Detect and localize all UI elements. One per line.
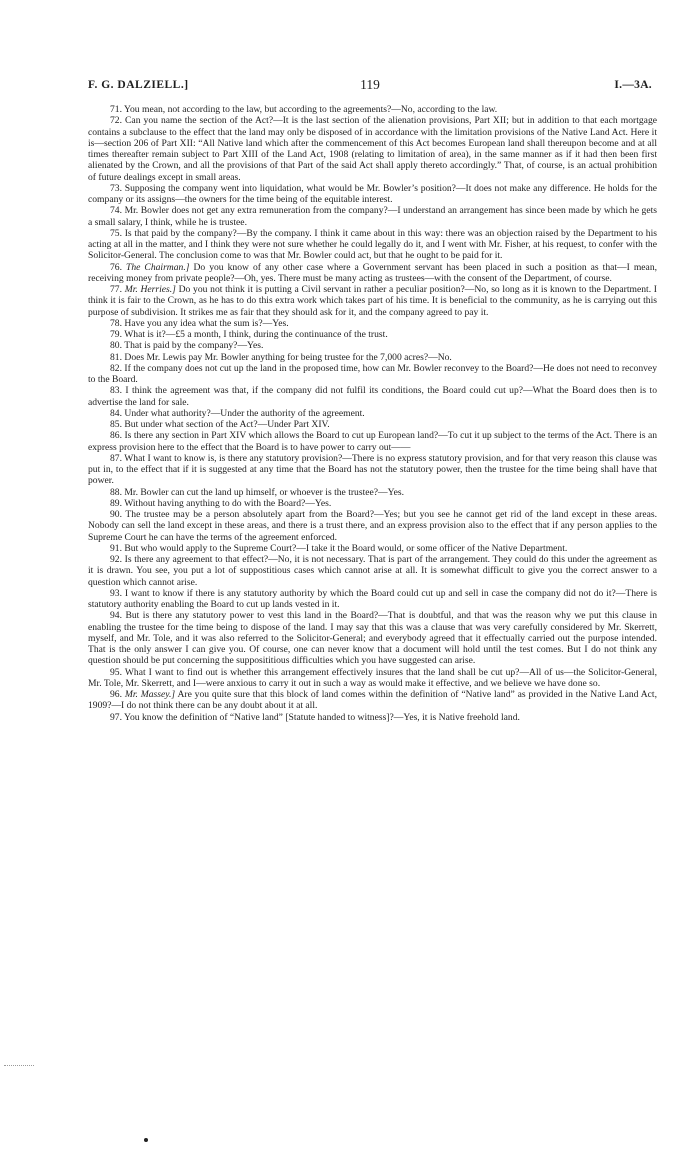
paragraph: 97. You know the definition of “Native land” [Statute handed to witness]?—Yes, it is Native freehold land. xyxy=(110,711,520,723)
ink-dot xyxy=(144,1138,148,1142)
paragraph: 95. What I want to find out is whether this arrangement effectively insures that the land shall be cut up?—All of us—the Solicitor-General, Mr. Tole, Mr. Skerrett, and I—were anxious to carry it out in such a way as would make it effective, and we believe we have done so. xyxy=(88,666,657,689)
paragraph: 96. Mr. Massey.] Are you quite sure that this block of land comes within the definition of “Native land” as provided in the Native Land Act, 1909?—I do not think there can be any doubt about it at all. xyxy=(88,689,657,712)
paper-reference: I.—3A. xyxy=(614,79,652,91)
paragraph: 91. But who would apply to the Supreme Court?—I take it the Board would, or some officer of the Native Department. xyxy=(110,542,568,554)
paragraph: 87. What I want to know is, is there any statutory provision?—There is no express statutory provision, and for that very reason this clause was put in, to the effect that if it is suggested at any time that the Board has not the statutory power, then the trustee for the time being shall have that power. xyxy=(88,452,657,487)
paragraph: 78. Have you any idea what the sum is?—Yes. xyxy=(110,317,289,329)
speaker-name: Mr. Herries.] xyxy=(124,284,176,295)
speaker-name: Mr. Massey.] xyxy=(124,689,176,700)
paragraph: 77. Mr. Herries.] Do you not think it is putting a Civil servant in rather a peculiar position?—No, so long as it is known to the Department. I think it is fair to the Crown, as he has to do this extra work which takes part of his time. It is beneficial to the community, as he is carrying out this purpose of subdivision. It strikes me as fair that they should ask for it, and the company agreed to pay it. xyxy=(88,284,658,318)
paragraph: 88. Mr. Bowler can cut the land up himself, or whoever is the trustee?—Yes. xyxy=(110,486,404,498)
body-text xyxy=(88,104,657,723)
paragraph: 81. Does Mr. Lewis pay Mr. Bowler anything for being trustee for the 7,000 acres?—No. xyxy=(110,351,452,363)
paragraph: 72. Can you name the section of the Act?—It is the last section of the alienation provisions, Part XII; but in addition to that each mortgage contains a subclause to the effect that the land may only be disposed of in accordance with the limitation provisions of the Native Land Act. Here it is—section 206 of Part XII: “All Native land which after the commencement of this Act becomes European land shall thereupon become and at all times thereafter remain subject to Part XIII of the Land Act, 1908 (relating to limitation of area), in the same manner as if it had then been first alienated by the Crown, and all the provisions of that Part of the said Act shall apply thereto accordingly.” That, of course, is an actual prohibition of future dealings except in small areas. xyxy=(88,115,657,183)
witness-name: F. G. DALZIELL.] xyxy=(88,79,189,91)
paragraph: 74. Mr. Bowler does not get any extra remuneration from the company?—I understand an arrangement has since been made by which he gets a small salary, I think, while he is trustee. xyxy=(88,205,657,228)
paragraph: 85. But under what section of the Act?—Under Part XIV. xyxy=(110,419,330,430)
paragraph: 80. That is paid by the company?—Yes. xyxy=(110,340,264,352)
paragraph: 94. But is there any statutory power to vest this land in the Board?—That is doubtful, and that was the reason why we put this clause in enabling the trustee for the time being to dispose of the land. I may say that this was a clause that was very carefully considered by Mr. Skerrett, myself, and Mr. Tole, and it was also referred to the Solicitor-General; and everybody agreed that it effectually carried out the purpose intended. That is the only answer I can give you. Of course, one can never know that a document will hold until the test comes. But I do not think any question should be put concerning the supposititious difficulties which you have suggested can arise. xyxy=(88,610,657,667)
page-header xyxy=(88,79,652,95)
paragraph: 82. If the company does not cut up the land in the proposed time, how can Mr. Bowler reconvey to the Board?—He does not need to reconvey to the Board. xyxy=(88,362,657,385)
page-number: 119 xyxy=(360,77,380,92)
paragraph: 89. Without having anything to do with the Board?—Yes. xyxy=(110,497,332,509)
paragraph: 76. The Chairman.] Do you know of any other case where a Government servant has been placed in such a position as that—I mean, receiving money from private people?—Oh, yes. There must be many acting as trustees—with the consent of the Department, of course. xyxy=(88,261,658,284)
speaker-name: The Chairman.] xyxy=(126,261,190,273)
paragraph: 79. What is it?—£5 a month, I think, during the continuance of the trust. xyxy=(110,329,388,340)
paragraph: 90. The trustee may be a person absolutely apart from the Board?—Yes; but you see he cannot get rid of the land except in these areas. Nobody can sell the land except in these areas, and there is a trust there, and an express provision also to the effect that if any person applies to the Supreme Court he can have the terms of the agreement enforced. xyxy=(88,509,657,543)
paragraph: 71. You mean, not according to the law, but according to the agreements?—No, according to the law. xyxy=(110,104,498,115)
paragraph: 93. I want to know if there is any statutory authority by which the Board could cut up and sell in case the company did not do it?—There is statutory authority enabling the Board to cut up lands vested in it. xyxy=(88,587,657,610)
margin-mark xyxy=(4,1065,34,1068)
paragraph: 73. Supposing the company went into liquidation, what would be Mr. Bowler’s position?—It does not make any difference. He holds for the company or its assigns—the owners for the time being of the equitable interest. xyxy=(88,182,657,205)
paragraph: 86. Is there any section in Part XIV which allows the Board to cut up European land?—To cut it up subject to the terms of the Act. There is an express provision here to the effect that the Board is to have power to carry out—— xyxy=(88,430,657,453)
paragraph: 92. Is there any agreement to that effect?—No, it is not necessary. That is part of the arrangement. They could do this under the agreement as it is drawn. You see, you put a lot of suppostitious cases which cannot arise at all. It is somewhat difficult to give you the correct answer to a question which cannot arise. xyxy=(88,554,657,588)
paragraph: 75. Is that paid by the company?—By the company. I think it came about in this way: there was an objection raised by the Department to his acting at all in the matter, and I think they were not sure whether he could legally do it, and I went with Mr. Fisher, at his request, to confer with the Solicitor-General. The conclusion come to was that Mr. Bowler could act, but that he ought to be paid for it. xyxy=(88,227,657,262)
paragraph: 84. Under what authority?—Under the authority of the agreement. xyxy=(110,407,365,419)
paragraph: 83. I think the agreement was that, if the company did not fulfil its conditions, the Board could cut up?—What the Board does then is to advertise the land for sale. xyxy=(88,385,657,408)
